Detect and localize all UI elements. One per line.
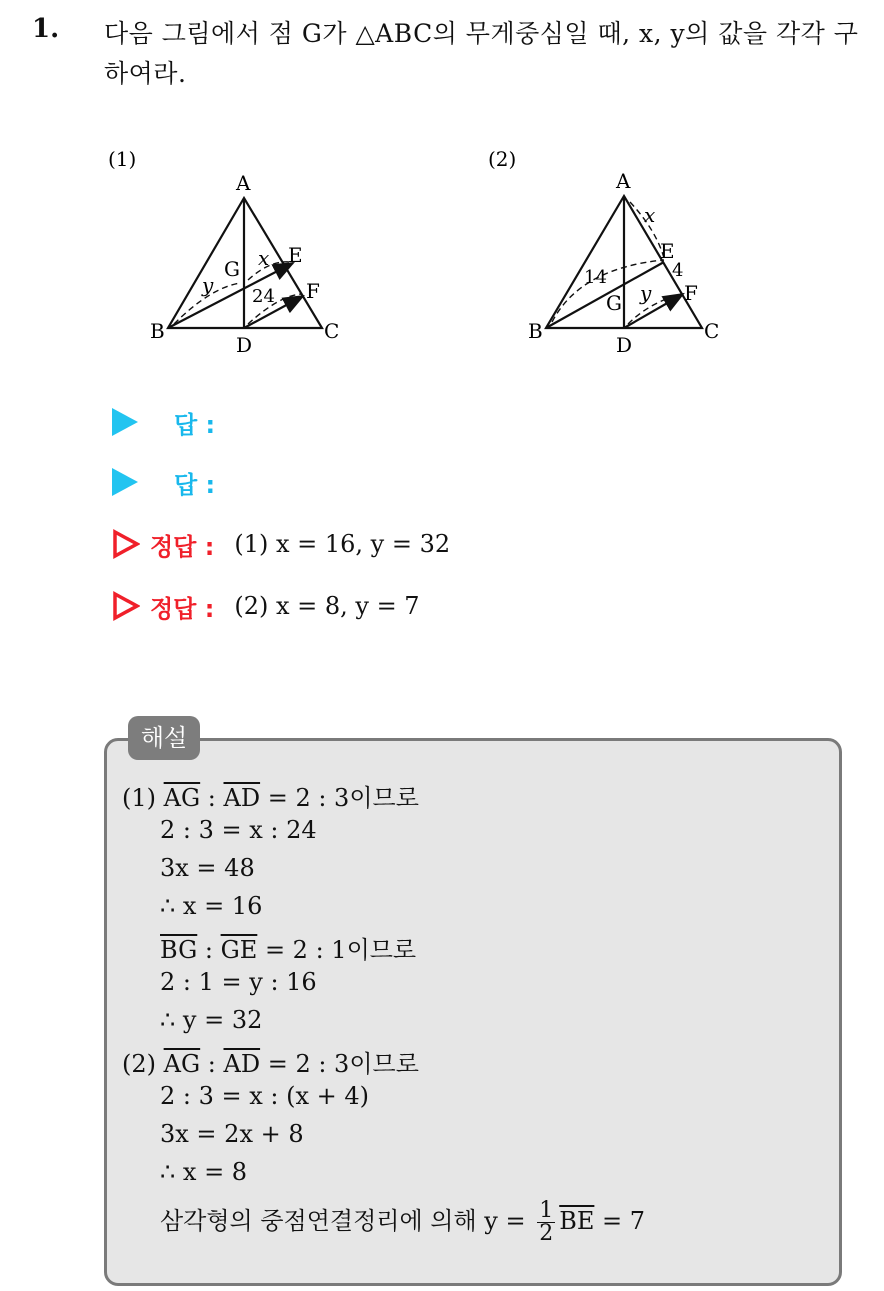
answer-label: 답 : bbox=[174, 470, 216, 499]
segment-ge: $\overline{GE}$ bbox=[220, 936, 258, 964]
label-y: y bbox=[640, 281, 652, 305]
figure-1 bbox=[100, 140, 360, 360]
correct-answer-label: 정답 : bbox=[150, 532, 215, 561]
solution-line: ∴ x = 8 bbox=[160, 1158, 248, 1186]
label-g: G bbox=[606, 291, 622, 315]
result-text: = 7 bbox=[594, 1207, 646, 1235]
correct-answer-row-2 bbox=[112, 586, 420, 626]
figure-1-diagram bbox=[100, 140, 360, 360]
fraction-numerator: 1 bbox=[539, 1198, 554, 1223]
label-b: B bbox=[150, 319, 165, 343]
label-a: A bbox=[236, 171, 251, 195]
play-icon bbox=[112, 468, 138, 496]
correct-answer-label: 정답 : bbox=[150, 594, 215, 623]
play-outline-icon bbox=[112, 529, 140, 559]
figure-2-tag: (2) bbox=[488, 147, 517, 171]
solution-line bbox=[160, 1200, 645, 1245]
fraction-denominator: 2 bbox=[539, 1221, 554, 1246]
ratio-text: = 2 : 3이므로 bbox=[260, 784, 419, 812]
segment-bg: $\overline{BG}$ bbox=[160, 936, 198, 964]
solution-line: 3x = 2x + 8 bbox=[160, 1120, 304, 1148]
answer-row-2 bbox=[112, 462, 215, 502]
theorem-text: 삼각형의 중점연결정리에 의해 y = bbox=[160, 1207, 534, 1235]
ratio-text: = 2 : 3이므로 bbox=[260, 1050, 419, 1078]
play-outline-icon bbox=[112, 591, 140, 621]
label-b: B bbox=[528, 319, 543, 343]
segment-be: $\overline{BE}$ bbox=[559, 1207, 595, 1235]
figure-1-tag: (1) bbox=[108, 147, 137, 171]
part-label: (1) bbox=[122, 784, 156, 812]
figure-2 bbox=[480, 140, 740, 360]
figure-2-diagram bbox=[480, 140, 740, 360]
part-label: (2) bbox=[122, 1050, 156, 1078]
solution-line: (1) $\overline{AG}$ : $\overline{AD} = 2$ : 3이므로 bbox=[122, 784, 419, 812]
label-c: C bbox=[704, 319, 720, 343]
solution-line: (2) $\overline{AG}$ : $\overline{AD} = 2$ : 3이므로 bbox=[122, 1050, 419, 1078]
label-g: G bbox=[224, 257, 240, 281]
correct-answer-value: (1) x = 16, y = 32 bbox=[234, 530, 451, 558]
solution-tag: 해설 bbox=[128, 716, 200, 760]
segment-ag: $\overline{AG}$ bbox=[163, 1050, 201, 1078]
label-24: 24 bbox=[252, 286, 275, 307]
solution-line: $\overline{BG}$ : $\overline{GE} = 2$ : 1이므로 bbox=[160, 936, 417, 964]
solution-line: 3x = 48 bbox=[160, 854, 255, 882]
segment-ad: $\overline{AD}$ bbox=[223, 1050, 261, 1078]
segment-ag: $\overline{AG}$ bbox=[163, 784, 201, 812]
question-number: 1. bbox=[32, 14, 60, 44]
label-c: C bbox=[324, 319, 340, 343]
solution-line: ∴ x = 16 bbox=[160, 892, 263, 920]
question-text: 다음 그림에서 점 G가 △ABC의 무게중심일 때, x, y의 값을 각각 구하여라. bbox=[104, 19, 859, 88]
segment-ad: $\overline{AD}$ bbox=[223, 784, 261, 812]
play-icon bbox=[112, 408, 138, 436]
label-e: E bbox=[288, 243, 303, 267]
label-x: x bbox=[258, 246, 270, 270]
label-f: F bbox=[684, 281, 698, 305]
label-x: x bbox=[644, 203, 656, 227]
segment-df bbox=[624, 294, 683, 328]
solution-line: 2 : 3 = x : (x + 4) bbox=[160, 1082, 370, 1110]
label-a: A bbox=[616, 169, 631, 193]
correct-answer-row-1 bbox=[112, 524, 450, 564]
solution-line: ∴ y = 32 bbox=[160, 1006, 263, 1034]
label-d: D bbox=[616, 333, 633, 357]
label-14: 14 bbox=[584, 267, 607, 288]
answer-row-1 bbox=[112, 402, 215, 442]
correct-answer-value: (2) x = 8, y = 7 bbox=[234, 592, 420, 620]
label-f: F bbox=[306, 279, 320, 303]
label-e: E bbox=[660, 239, 675, 263]
solution-line: 2 : 1 = y : 16 bbox=[160, 968, 317, 996]
answer-label: 답 : bbox=[174, 410, 216, 439]
fraction bbox=[537, 1200, 555, 1245]
label-d: D bbox=[236, 333, 253, 357]
ratio-text: = 2 : 1이므로 bbox=[257, 936, 417, 964]
label-y: y bbox=[202, 273, 214, 297]
label-4: 4 bbox=[672, 260, 684, 281]
solution-line: 2 : 3 = x : 24 bbox=[160, 816, 317, 844]
